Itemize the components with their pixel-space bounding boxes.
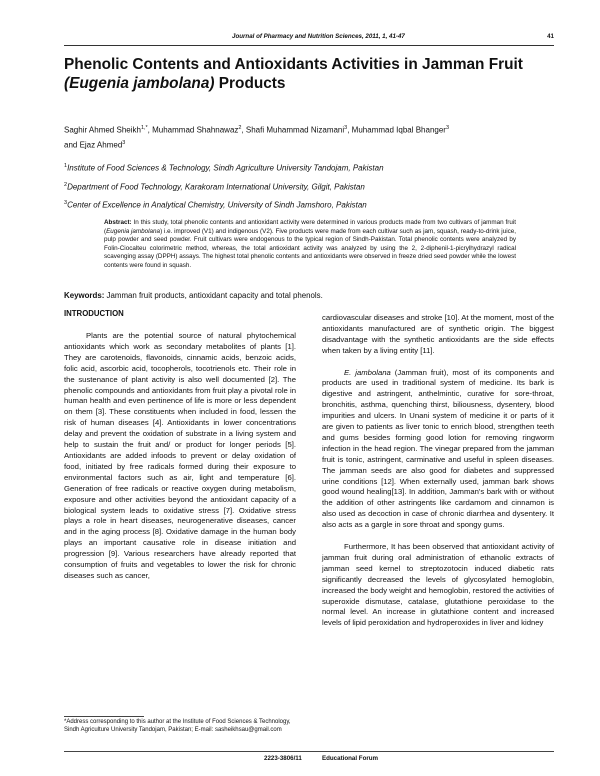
affiliation-2 [64, 182, 556, 192]
title-products: Products [214, 75, 286, 92]
affiliation-2-sup: 2 [64, 182, 68, 188]
correspondence-footnote: *Address corresponding to this author at the Institute of Food Sciences & Technology, Sindh Agriculture University Tandojam, Pakistan; E-mail: sasheikhsau@gmail.com [64, 719, 291, 733]
abstract-text-b: ) i.e. improved (V1) and indigenous (V2). Five products were made from each cultivar such as jam, squash, ready-to-drink juice, pulp powder and seed powder. Fruit cultivars were endogenous to the typical region of Sindh-Pakistan. Total phenolic contents were analyzed by Folin-Ciocalteu colorimetric method, whereas, the total antioxidant activity was analyzed by using the 2, 2-diphenil-1-picrylhydrazyl radical scavenging assay (DPPH) assays. The highest total phenolic contents and antioxidants were observed in freeze dried seed powder while the lowest contents were found in squash. [104, 227, 516, 269]
abstract-species: Eugenia jambolana [106, 227, 161, 235]
author-1: Saghir Ahmed Sheikh [64, 125, 141, 135]
author-2-sup: 2 [238, 125, 242, 131]
paper-title [64, 55, 556, 93]
right-column [322, 313, 554, 629]
keywords-label: Keywords: [64, 291, 105, 300]
author-5: and Ejaz Ahmed [64, 140, 123, 150]
title-line-1: Phenolic Contents and Antioxidants Activities in Jamman Fruit [64, 56, 523, 73]
journal-citation: Journal of Pharmacy and Nutrition Sciences, 2011, 1, 41-47 [232, 33, 405, 40]
abstract-label: Abstract: [104, 219, 132, 226]
title-line-2 [64, 74, 556, 93]
header-rule [64, 45, 554, 46]
footnote-rule [64, 716, 144, 717]
author-4: , Muhammad Iqbal Bhanger [347, 125, 446, 135]
affiliation-3-text: Center of Excellence in Analytical Chemistry, University of Sindh Jamshoro, Pakistan [67, 200, 367, 210]
left-column [64, 331, 296, 582]
affiliation-3-sup: 3 [64, 200, 68, 206]
author-3: , Shafi Muhammad Nizamani [241, 125, 345, 135]
affiliation-1-text: Institute of Food Sciences & Technology, Sindh Agriculture University Tandojam, Pakistan [67, 163, 384, 173]
intro-paragraph-2-text: (Jamman fruit), most of its components and products are used in traditional system of medicine. Its bark is digestive and astringent, anthelmintic, curative for sore-throat, bronchitis, asthma, quenching thirst, biliousness, dysentery, blood impurities and ulcers. In Unani system of medicine it or parts of it are given to patients as liver tonic to enrich blood, strengthen teeth and gums besides forming good lotion for removing ringworm infection in the head region. The vinegar prepared from the jamman fruit is tonic, astringent, carminative and useful in spleen diseases. The jamman seeds are also good for diabetes and suppressed urine conditions [12]. When externally used, jamman bark shows good wound healing[13]. In addition, Jamman's bark with or without the addition of other astringents like cardamom and cinnamon is also used as decoction in case of chronic diarrhea and dysentery. It also acts as a gargle in sore throat and spongy gums. [322, 367, 555, 530]
author-1-sup: 1,* [140, 125, 148, 131]
intro-paragraph-3: Furthermore, It has been observed that antioxidant activity of jamman fruit during oral administration of ethanolic extracts of jamman seed kernel to streptozotocin induced diabetic rats significantly decreased the levels of glycosylated hemoglobin, increased the body weight and hemoglobin, restored the activities of superoxide dismutase, catalase, glutathione peroxidase to the normal level. An increase in glutathione content and increased levels of lipid peroxidation and hydroperoxides in liver and kidney [322, 542, 554, 628]
title-species: (Eugenia jambolana) [64, 75, 215, 92]
affiliation-3 [64, 200, 556, 210]
author-4-sup: 3 [445, 125, 450, 131]
author-2: , Muhammad Shahnawaz [147, 125, 239, 135]
issn: 2223-3806/11 [264, 755, 302, 762]
keywords-text: Jamman fruit products, antioxidant capacity and total phenols. [104, 291, 323, 300]
abstract-text-a: In this study, total phenolic contents and antioxidant activity were determined in various products made from two cultivars of jamman fruit ( [104, 219, 516, 235]
intro-paragraph-1-cont: cardiovascular diseases and stroke [10]. At the moment, most of the antioxidants manufactured are of synthetic origin. The biggest disadvantage with the synthetic antioxidants are the side effects when taken by a living entity [11]. [322, 313, 554, 355]
species-name: E. jambolana [344, 367, 391, 377]
author-5-sup: 3 [122, 139, 126, 146]
affiliation-1 [64, 163, 556, 173]
intro-paragraph-2 [322, 368, 554, 532]
affiliation-2-text: Department of Food Technology, Karakoram International University, Gilgit, Pakistan [67, 182, 365, 192]
author-list [64, 122, 556, 151]
author-3-sup: 3 [344, 125, 348, 131]
publisher: Educational Forum [322, 755, 379, 762]
keywords [64, 291, 556, 300]
affiliation-1-sup: 1 [64, 163, 68, 169]
abstract [104, 219, 516, 270]
footer-rule [64, 751, 554, 752]
intro-paragraph-1: Plants are the potential source of natural phytochemical antioxidants which work as secondary metabolites of plants [1]. They are carotenoids, flavonoids, cinnamic acids, benzoic acids, folic acid, ascorbic acid, tocopherols, tocotrienols etc. Their role in the sustenance of plant activity is also well documented [2]. The phenolic compounds and antioxidants from fruit play a pivotal role in human health and even pertinence of life is more or less dependent on them [3]. These constituents when included in food, lessen the risk of human diseases [4]. Antioxidants in lower concentrations delay and prevent the oxidation of substrate in a living system and help to sustain the fruit and/ or product for longer periods [5]. Antioxidants are added infoods to prevent or delay oxidation of food, initiated by free radicals formed during their exposure to environmental factors such as air, light and temperature [6]. Generation of free radicals or reactive oxygen during metabolism, exposure and other activities beyond the antioxidant capacity of a biological system leads to oxidative stress [7]. Oxidative stress plays a role in heart diseases, neurogenerative diseases, cancer and in the aging process [8]. Oxidative damage in the human body plays an important causative role in disease initiation and progression [9]. Various researchers have already reported that consumption of fruits and vegetables to lower the risk for chronic diseases such as cancer, [64, 331, 296, 580]
page-number: 41 [547, 33, 554, 40]
section-heading-introduction: INTRODUCTION [64, 309, 124, 318]
